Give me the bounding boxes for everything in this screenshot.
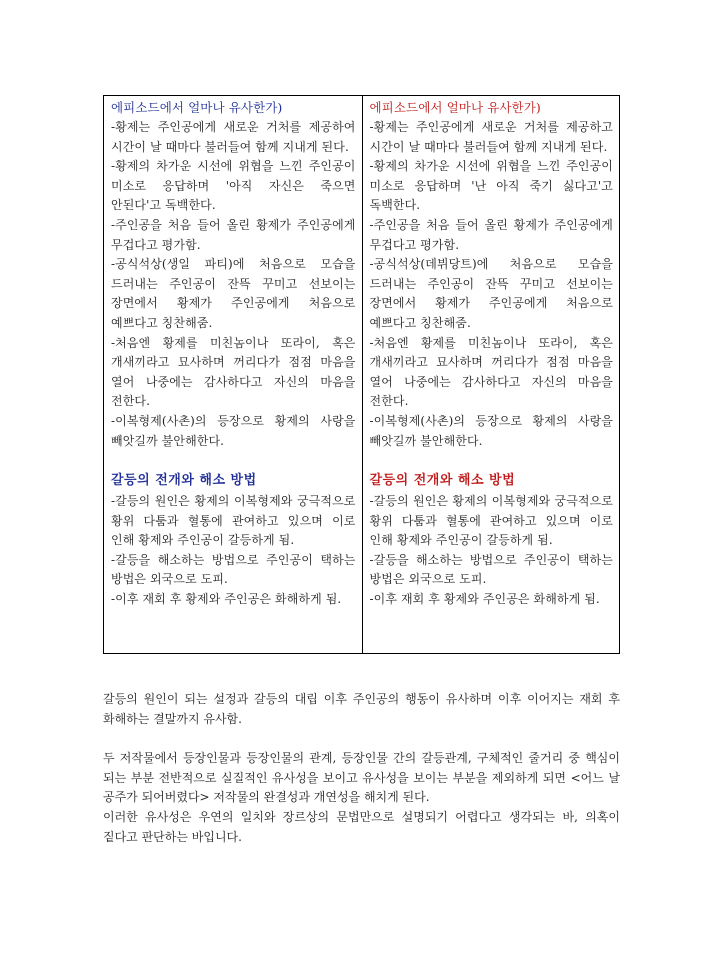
paragraph-3: 이러한 유사성은 우연의 일치와 장르상의 문법만으로 설명되기 어렵다고 생각되는 바, 의혹이 짙다고 판단하는 바입니다. (103, 810, 620, 844)
left-column (104, 96, 362, 653)
right-item-3: -주인공을 처음 들어 올린 황제가 주인공에게 무겁다고 평가함. (369, 217, 613, 252)
left-item-5: -처음엔 황제를 미친놈이나 또라이, 혹은 개새끼라고 묘사하며 꺼리다가 점점 마음을 열어 나중에는 감사하다고 자신의 마음을 전한다. (111, 335, 356, 409)
right-item-5: -처음엔 황제를 미친놈이나 또라이, 혹은 개새끼라고 묘사하며 꺼리다가 점점 마음을 열어 나중에는 감사하다고 자신의 마음을 전한다. (369, 335, 613, 409)
left-item-4: -공식석상(생일 파티)에 처음으로 모습을 드러내는 주인공이 잔뜩 꾸미고 선보이는 장면에서 황제가 주인공에게 처음으로 예쁘다고 칭찬해줌. (111, 257, 356, 330)
right-item-4: -공식석상(데뷔당트)에 처음으로 모습을 드러내는 주인공이 잔뜩 꾸미고 선보이는 장면에서 황제가 주인공에게 처음으로 예쁘다고 칭찬해줌. (369, 257, 613, 330)
right-section-item-3: -이후 재회 후 황제와 주인공은 화해하게 됨. (369, 592, 600, 607)
left-section-item-1: -갈등의 원인은 황제의 이복형제와 궁극적으로 황위 다툼과 혈통에 관여하고 있으며 이로 인해 황제와 주인공이 갈등하게 됨. (111, 494, 356, 548)
right-section-item-1: -갈등의 원인은 황제의 이복형제와 궁극적으로 황위 다툼과 혈통에 관여하고 있으며 이로 인해 황제와 주인공이 갈등하게 됨. (369, 494, 613, 548)
left-section-item-2: -갈등을 해소하는 방법으로 주인공이 택하는 방법은 외국으로 도피. (111, 552, 356, 587)
left-section-item-3: -이후 재회 후 황제와 주인공은 화해하게 됨. (111, 592, 342, 607)
left-item-2: -황제의 차가운 시선에 위협을 느낀 주인공이 미소로 응답하며 '아직 자신은 죽으면 안된다'고 독백한다. (111, 159, 356, 213)
right-item-1: -황제는 주인공에게 새로운 거처를 제공하고 시간이 날 때마다 불러들여 함께 지내게 된다. (369, 120, 613, 154)
right-heading: 에피소드에서 얼마나 유사한가) (369, 100, 541, 115)
paragraph-1: 갈등의 원인이 되는 설정과 갈등의 대립 이후 주인공의 행동이 유사하며 이후 이어지는 재회 후 화해하는 결말까지 유사함. (103, 692, 620, 726)
left-section-title: 갈등의 전개와 해소 방법 (111, 473, 257, 489)
left-item-3: -주인공을 처음 들어 올린 황제가 주인공에게 무겁다고 평가함. (111, 217, 356, 252)
right-section-item-2: -갈등을 해소하는 방법으로 주인공이 택하는 방법은 외국으로 도피. (369, 552, 613, 587)
right-item-2: -황제의 차가운 시선에 위협을 느낀 주인공이 미소로 응답하며 '난 아직 죽기 싫다고'고 독백한다. (369, 159, 613, 213)
left-item-6: -이복형제(사촌)의 등장으로 황제의 사랑을 빼앗길까 불안해한다. (111, 413, 356, 448)
left-item-1: -황제는 주인공에게 새로운 거처를 제공하여 시간이 날 때마다 불러들여 함께 지내게 된다. (111, 120, 356, 154)
paragraph-2: 두 저작물에서 등장인물과 등장인물의 관계, 등장인물 간의 갈등관계, 구체적인 줄거리 중 핵심이 되는 부분 전반적으로 실질적인 유사성을 보이고 유사성을 보이는 부분을 제외하게 되면 <어느 날 공주가 되어버렸다> 저작물의 완결성과 개연성을 해치게 된다. (103, 751, 620, 805)
right-column (362, 96, 620, 653)
right-section-title: 갈등의 전개와 해소 방법 (369, 473, 516, 489)
left-heading: 에피소드에서 얼마나 유사한가) (111, 100, 283, 115)
comparison-table (103, 95, 620, 654)
right-item-6: -이복형제(사촌)의 등장으로 황제의 사랑을 빼앗길까 불안해한다. (369, 413, 613, 448)
